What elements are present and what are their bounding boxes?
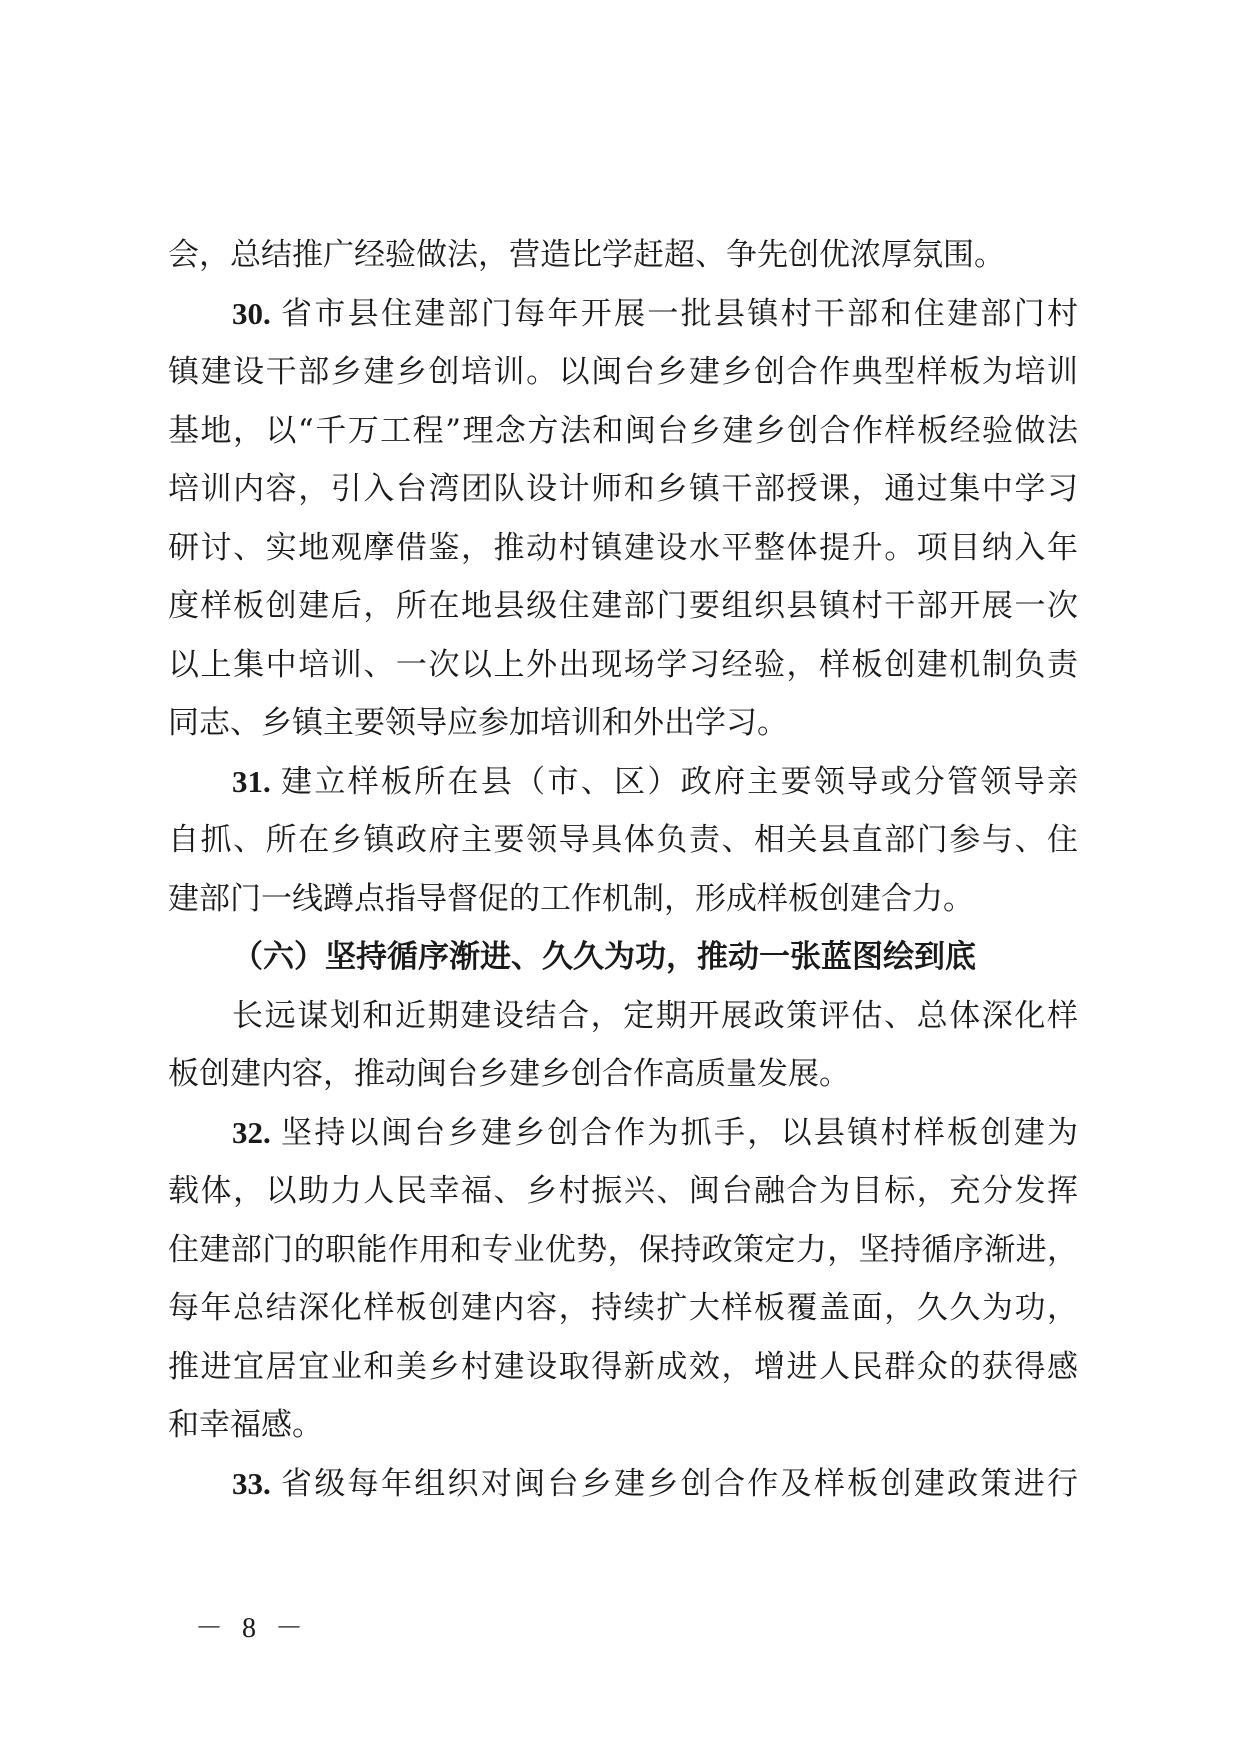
paragraph-32-text-1: 坚持以闽台乡建乡创合作为抓手，以县镇村样板创建为 (278, 1114, 1078, 1151)
paragraph-32-line-6: 和幸福感。 (168, 1407, 323, 1443)
page-number: － 8 － (195, 1613, 310, 1644)
paragraph-32-line-1 (168, 1104, 1078, 1163)
section-heading-6: （六）坚持循序渐进、久久为功，推动一张蓝图绘到底 (232, 939, 976, 975)
paragraph-30-line-8: 同志、乡镇主要领导应参加培训和外出学习。 (168, 705, 788, 741)
paragraph-30-line-1 (168, 285, 1078, 344)
paragraph-32-line-4: 每年总结深化样板创建内容，持续扩大样板覆盖面，久久为功， (168, 1290, 1078, 1326)
paragraph-30-text-1: 省市县住建部门每年开展一批县镇村干部和住建部门村 (278, 295, 1078, 332)
paragraph-31-line-2: 自抓、所在乡镇政府主要领导具体负责、相关县直部门参与、住 (168, 822, 1078, 858)
item-number-30: 30. (232, 295, 271, 331)
paragraph-30-line-2: 镇建设干部乡建乡创培训。以闽台乡建乡创合作典型样板为培训 (168, 354, 1078, 390)
paragraph-30-line-5: 研讨、实地观摩借鉴，推动村镇建设水平整体提升。项目纳入年 (168, 529, 1078, 566)
paragraph-continuation-line: 会，总结推广经验做法，营造比学赶超、争先创优浓厚氛围。 (168, 237, 1005, 273)
paragraph-32-line-2: 载体，以助力人民幸福、乡村振兴、闽台融合为目标，充分发挥 (168, 1173, 1078, 1209)
paragraph-30-line-4: 培训内容，引入台湾团队设计师和乡镇干部授课，通过集中学习 (168, 471, 1078, 507)
item-number-31: 31. (232, 763, 271, 799)
paragraph-31-line-3: 建部门一线蹲点指导督促的工作机制，形成样板创建合力。 (168, 880, 974, 917)
section-intro-line-2: 板创建内容，推动闽台乡建乡创合作高质量发展。 (168, 1056, 850, 1092)
section-intro-line-1: 长远谋划和近期建设结合，定期开展政策评估、总体深化样 (232, 997, 1078, 1034)
paragraph-32-line-3: 住建部门的职能作用和专业优势，保持政策定力，坚持循序渐进， (168, 1231, 1078, 1268)
document-body (168, 226, 1078, 1513)
paragraph-31-line-1 (168, 753, 1078, 812)
paragraph-31-text-1: 建立样板所在县（市、区）政府主要领导或分管领导亲 (278, 763, 1078, 800)
item-number-32: 32. (232, 1114, 271, 1150)
paragraph-30-line-3: 基地，以“千万工程”理念方法和闽台乡建乡创合作样板经验做法 (168, 412, 1078, 449)
item-number-33: 33. (232, 1465, 271, 1501)
paragraph-30-line-6: 度样板创建后，所在地县级住建部门要组织县镇村干部开展一次 (168, 588, 1078, 624)
paragraph-33-line-1 (168, 1455, 1078, 1514)
paragraph-30-line-7: 以上集中培训、一次以上外出现场学习经验，样板创建机制负责 (168, 646, 1078, 683)
paragraph-33-text-1: 省级每年组织对闽台乡建乡创合作及样板创建政策进行 (278, 1465, 1078, 1502)
paragraph-32-line-5: 推进宜居宜业和美乡村建设取得新成效，增进人民群众的获得感 (168, 1348, 1078, 1385)
